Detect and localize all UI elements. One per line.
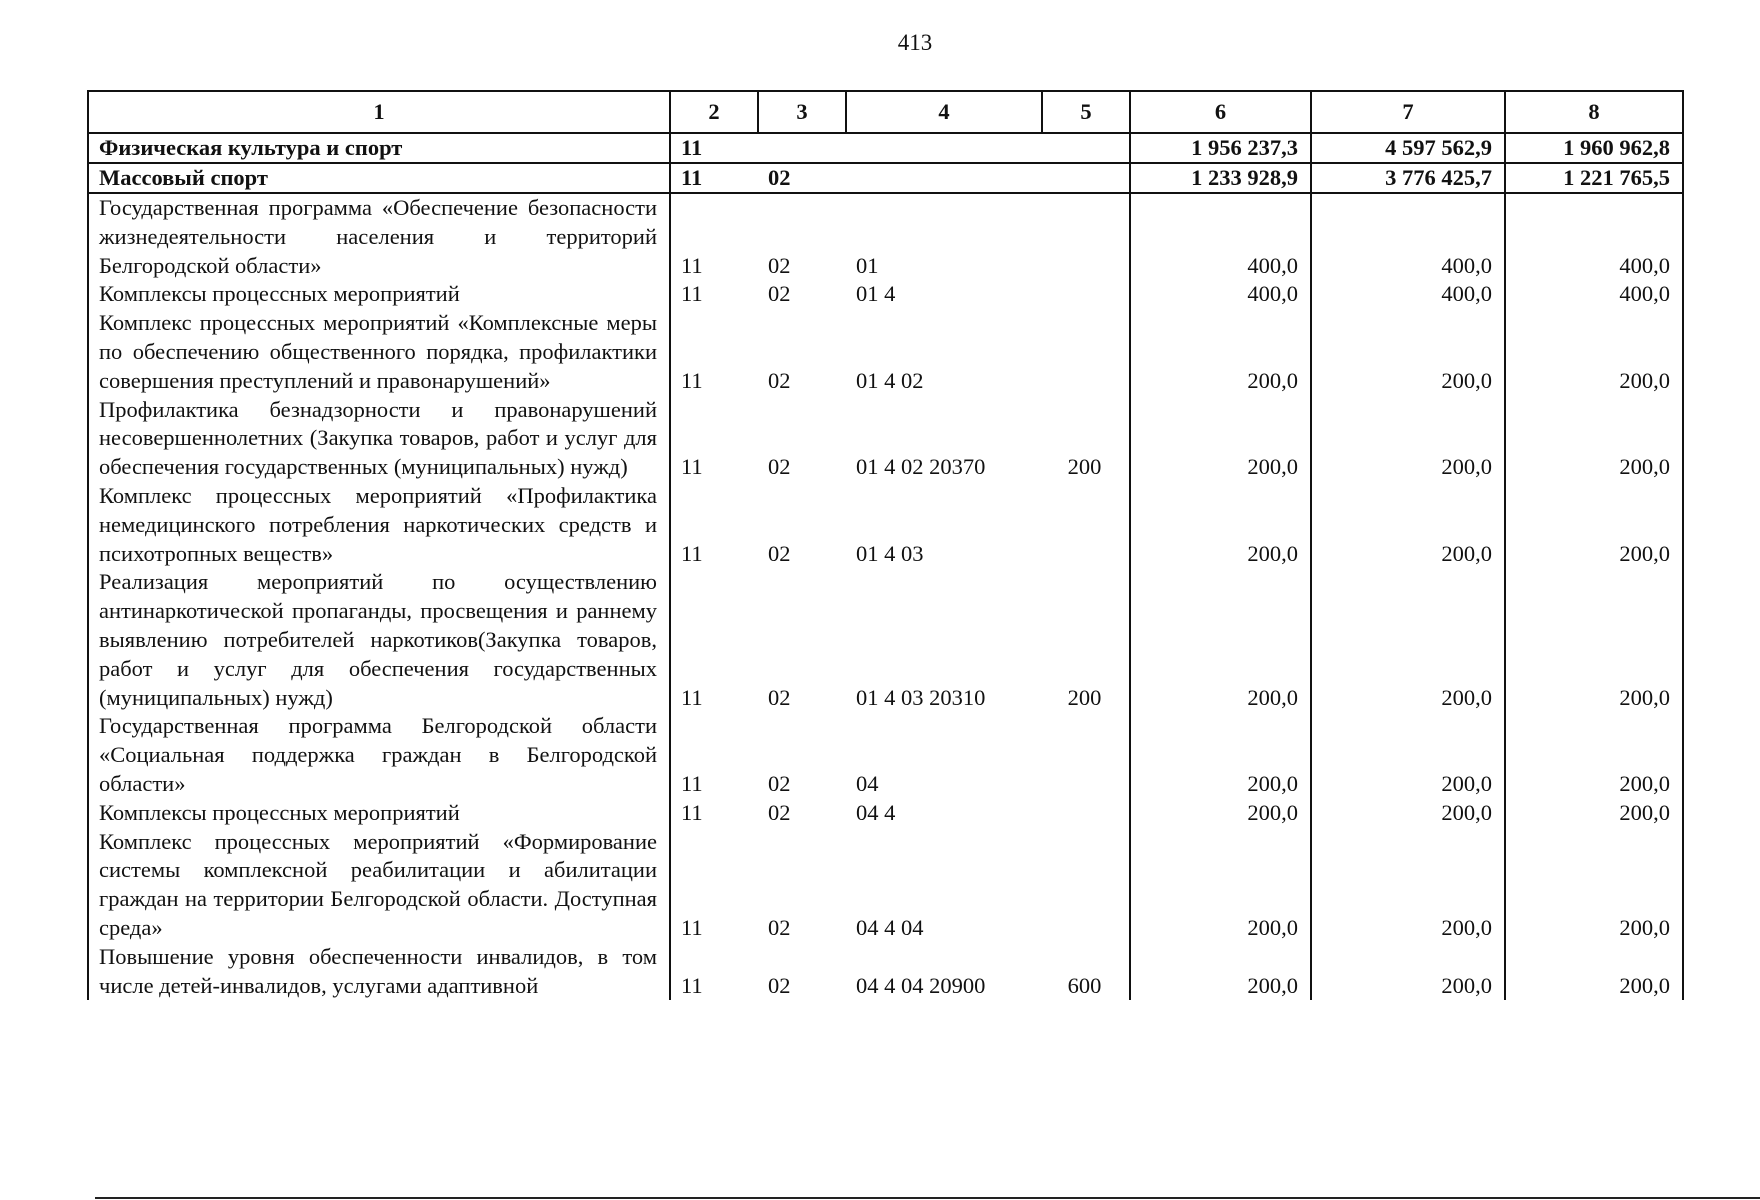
row-expense-type: 200 xyxy=(1042,396,1130,482)
row-amount-1: 200,0 xyxy=(1130,309,1311,395)
row-subsection: 02 xyxy=(768,770,791,796)
row-amount-3: 200,0 xyxy=(1505,712,1683,798)
row-target-code: 04 4 04 20900 xyxy=(856,972,986,998)
row-name: Комплексы процессных мероприятий xyxy=(88,280,670,309)
header-col-7: 7 xyxy=(1311,91,1505,133)
row-target-code xyxy=(846,163,1042,193)
row-amount-2: 400,0 xyxy=(1311,193,1505,280)
row-section: 11 xyxy=(670,828,758,943)
row-section: 11 xyxy=(670,163,758,193)
header-col-6: 6 xyxy=(1130,91,1311,133)
row-amount-3: 200,0 xyxy=(1505,396,1683,482)
row-amount-3: 1 221 765,5 xyxy=(1505,163,1683,193)
row-amount-2: 200,0 xyxy=(1311,799,1505,828)
row-name: Профилактика безнадзорности и правонарушений несовершеннолетних (Закупка товаров, работ и услуг для обеспечения государственных (муниципальных) нужд) xyxy=(88,396,670,482)
row-expense-type: 200 xyxy=(1042,568,1130,712)
row-target-code: 01 4 03 20310 xyxy=(856,684,986,710)
row-amount-3: 200,0 xyxy=(1505,482,1683,568)
row-amount-1: 1 956 237,3 xyxy=(1130,133,1311,163)
row-section: 11 xyxy=(670,799,758,828)
row-name: Реализация мероприятий по осуществлению антинаркотической пропаганды, просвещения и раннему выявлению потребителей наркотиков(Закупка товаров, работ и услуг для обеспечения государственных (муниципальных) нужд) xyxy=(88,568,670,712)
row-subsection: 02 xyxy=(758,163,846,193)
row-section: 11 xyxy=(670,943,758,1001)
row-amount-2: 200,0 xyxy=(1311,396,1505,482)
header-col-5: 5 xyxy=(1042,91,1130,133)
row-name: Комплекс процессных мероприятий «Профилактика немедицинского потребления наркотических средств и психотропных веществ» xyxy=(88,482,670,568)
row-amount-1: 200,0 xyxy=(1130,568,1311,712)
row-target-code: 04 4 04 xyxy=(856,914,924,940)
row-subsection xyxy=(758,133,846,163)
row-target-code xyxy=(846,133,1042,163)
row-section: 11 xyxy=(670,712,758,798)
row-subsection: 02 xyxy=(768,367,791,393)
row-amount-1: 200,0 xyxy=(1130,943,1311,1001)
row-expense-type xyxy=(1042,163,1130,193)
table-row xyxy=(88,163,1683,193)
row-target-code: 01 4 xyxy=(856,281,896,307)
row-expense-type xyxy=(1042,712,1130,798)
row-subsection: 02 xyxy=(768,914,791,940)
row-expense-type xyxy=(1042,482,1130,568)
row-target-code: 01 xyxy=(856,252,879,278)
table-body xyxy=(88,133,1683,1000)
row-amount-3: 200,0 xyxy=(1505,568,1683,712)
header-row xyxy=(88,91,1683,133)
bottom-rule xyxy=(95,1197,1760,1199)
row-name: Массовый спорт xyxy=(88,163,670,193)
row-subsection: 02 xyxy=(768,684,791,710)
row-section: 11 xyxy=(670,482,758,568)
row-subsection: 02 xyxy=(768,252,791,278)
row-amount-3: 200,0 xyxy=(1505,309,1683,395)
table-row xyxy=(88,568,1683,712)
row-subsection: 02 xyxy=(768,281,791,307)
row-amount-2: 3 776 425,7 xyxy=(1311,163,1505,193)
row-target-code: 01 4 02 xyxy=(856,367,924,393)
row-amount-3: 1 960 962,8 xyxy=(1505,133,1683,163)
header-col-2: 2 xyxy=(670,91,758,133)
row-section: 11 xyxy=(670,133,758,163)
row-section: 11 xyxy=(670,568,758,712)
table-row xyxy=(88,396,1683,482)
row-amount-2: 4 597 562,9 xyxy=(1311,133,1505,163)
row-name: Государственная программа Белгородской области «Социальная поддержка граждан в Белгородской области» xyxy=(88,712,670,798)
row-expense-type xyxy=(1042,309,1130,395)
header-col-1: 1 xyxy=(88,91,670,133)
page-number: 413 xyxy=(897,30,933,55)
row-amount-3: 200,0 xyxy=(1505,799,1683,828)
row-amount-3: 400,0 xyxy=(1505,280,1683,309)
row-name: Физическая культура и спорт xyxy=(88,133,670,163)
table-row xyxy=(88,799,1683,828)
table-row xyxy=(88,828,1683,943)
row-name: Комплекс процессных мероприятий «Комплексные меры по обеспечению общественного порядка, профилактики совершения преступлений и правонарушений» xyxy=(88,309,670,395)
table-row xyxy=(88,943,1683,1001)
table-row xyxy=(88,193,1683,280)
row-expense-type: 600 xyxy=(1042,943,1130,1001)
row-amount-1: 200,0 xyxy=(1130,828,1311,943)
row-section: 11 xyxy=(670,193,758,280)
row-amount-2: 400,0 xyxy=(1311,280,1505,309)
row-name: Государственная программа «Обеспечение безопасности жизнедеятельности населения и территорий Белгородской области» xyxy=(88,193,670,280)
row-expense-type xyxy=(1042,280,1130,309)
row-amount-2: 200,0 xyxy=(1311,309,1505,395)
row-expense-type xyxy=(1042,133,1130,163)
budget-table xyxy=(87,90,1684,1000)
row-amount-1: 200,0 xyxy=(1130,482,1311,568)
row-expense-type xyxy=(1042,828,1130,943)
row-amount-1: 400,0 xyxy=(1130,193,1311,280)
row-amount-1: 200,0 xyxy=(1130,396,1311,482)
row-name: Комплекс процессных мероприятий «Формирование системы комплексной реабилитации и абилитации граждан на территории Белгородской области. Доступная среда» xyxy=(88,828,670,943)
row-amount-3: 400,0 xyxy=(1505,193,1683,280)
row-subsection: 02 xyxy=(768,540,791,566)
row-section: 11 xyxy=(670,396,758,482)
row-amount-3: 200,0 xyxy=(1505,943,1683,1001)
row-name: Повышение уровня обеспеченности инвалидов, в том числе детей-инвалидов, услугами адаптивной xyxy=(88,943,670,1001)
row-amount-2: 200,0 xyxy=(1311,712,1505,798)
header-col-3: 3 xyxy=(758,91,846,133)
row-target-code: 01 4 02 20370 xyxy=(856,454,986,480)
table-row xyxy=(88,482,1683,568)
row-section: 11 xyxy=(670,280,758,309)
row-name: Комплексы процессных мероприятий xyxy=(88,799,670,828)
row-section: 11 xyxy=(670,309,758,395)
header-col-8: 8 xyxy=(1505,91,1683,133)
table-row xyxy=(88,712,1683,798)
row-amount-2: 200,0 xyxy=(1311,943,1505,1001)
row-expense-type xyxy=(1042,193,1130,280)
row-subsection: 02 xyxy=(768,799,791,825)
row-expense-type xyxy=(1042,799,1130,828)
row-amount-1: 200,0 xyxy=(1130,799,1311,828)
header-col-4: 4 xyxy=(846,91,1042,133)
row-target-code: 01 4 03 xyxy=(856,540,924,566)
row-target-code: 04 4 xyxy=(856,799,896,825)
row-amount-1: 200,0 xyxy=(1130,712,1311,798)
table-row xyxy=(88,133,1683,163)
row-subsection: 02 xyxy=(768,454,791,480)
row-amount-2: 200,0 xyxy=(1311,828,1505,943)
row-amount-2: 200,0 xyxy=(1311,568,1505,712)
row-subsection: 02 xyxy=(768,972,791,998)
row-amount-1: 1 233 928,9 xyxy=(1130,163,1311,193)
row-amount-2: 200,0 xyxy=(1311,482,1505,568)
table-row xyxy=(88,280,1683,309)
table-row xyxy=(88,309,1683,395)
row-target-code: 04 xyxy=(856,770,879,796)
row-amount-1: 400,0 xyxy=(1130,280,1311,309)
row-amount-3: 200,0 xyxy=(1505,828,1683,943)
